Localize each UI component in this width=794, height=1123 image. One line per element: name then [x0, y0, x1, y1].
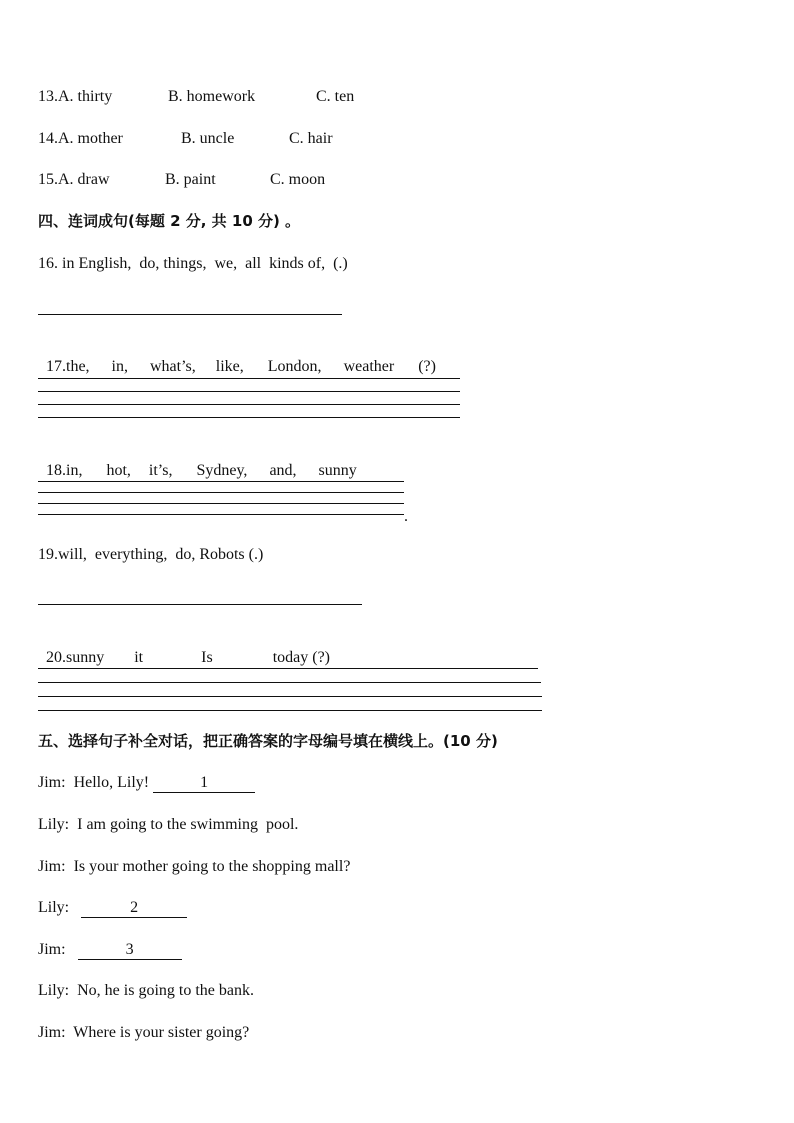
question-14-option-b: B. uncle: [181, 130, 235, 147]
answer-line-20[interactable]: [38, 682, 541, 683]
question-15-number-option-a: 15.A. draw: [38, 171, 110, 188]
question-13-option-c: C. ten: [316, 88, 355, 105]
answer-line-20[interactable]: [38, 710, 542, 711]
answer-line-20[interactable]: [38, 696, 542, 697]
section-5-heading: 五、选择句子补全对话，把正确答案的字母编号填在横线上。(10 分): [38, 732, 498, 750]
dialogue-line: Lily: 2: [38, 898, 187, 918]
question-17: 17.the, in, what’s, like, London, weather (?): [46, 358, 436, 375]
question-18-period: .: [404, 508, 408, 525]
dialogue-line: Lily: I am going to the swimming pool.: [38, 816, 299, 833]
blank-3[interactable]: 3: [78, 941, 182, 960]
answer-line-17[interactable]: [38, 391, 460, 392]
question-13-option-b: B. homework: [168, 88, 256, 105]
dialogue-line: Lily: No, he is going to the bank.: [38, 982, 254, 999]
answer-line-19[interactable]: [38, 604, 362, 605]
question-18: 18.in, hot, it’s, Sydney, and, sunny: [46, 462, 357, 479]
question-20: 20.sunny it Is today (?): [46, 649, 330, 666]
dialogue-line: Jim: Where is your sister going?: [38, 1024, 250, 1041]
question-19: 19.will, everything, do, Robots (.): [38, 546, 264, 563]
dialogue-line: Jim: Hello, Lily! 1: [38, 773, 255, 793]
question-15-option-b: B. paint: [165, 171, 216, 188]
question-13-number-option-a: 13.A. thirty: [38, 88, 113, 105]
answer-line-17[interactable]: [38, 404, 460, 405]
blank-2[interactable]: 2: [81, 899, 187, 918]
question-14-number-option-a: 14.A. mother: [38, 130, 123, 147]
answer-line-17[interactable]: [38, 378, 460, 379]
answer-line-18[interactable]: [38, 492, 404, 493]
answer-line-18[interactable]: [38, 503, 404, 504]
blank-1[interactable]: 1: [153, 774, 255, 793]
question-16: 16. in English, do, things, we, all kinds of, (.): [38, 255, 348, 272]
section-4-heading: 四、连词成句(每题 2 分, 共 10 分) 。: [38, 212, 301, 230]
answer-line-18[interactable]: [38, 481, 404, 482]
answer-line-17[interactable]: [38, 417, 460, 418]
dialogue-line: Jim: 3: [38, 940, 182, 960]
answer-line-16[interactable]: [38, 314, 342, 315]
answer-line-20[interactable]: [38, 668, 538, 669]
question-14-option-c: C. hair: [289, 130, 333, 147]
question-15-option-c: C. moon: [270, 171, 326, 188]
dialogue-line: Jim: Is your mother going to the shopping mall?: [38, 858, 351, 875]
answer-line-18[interactable]: [38, 514, 404, 515]
